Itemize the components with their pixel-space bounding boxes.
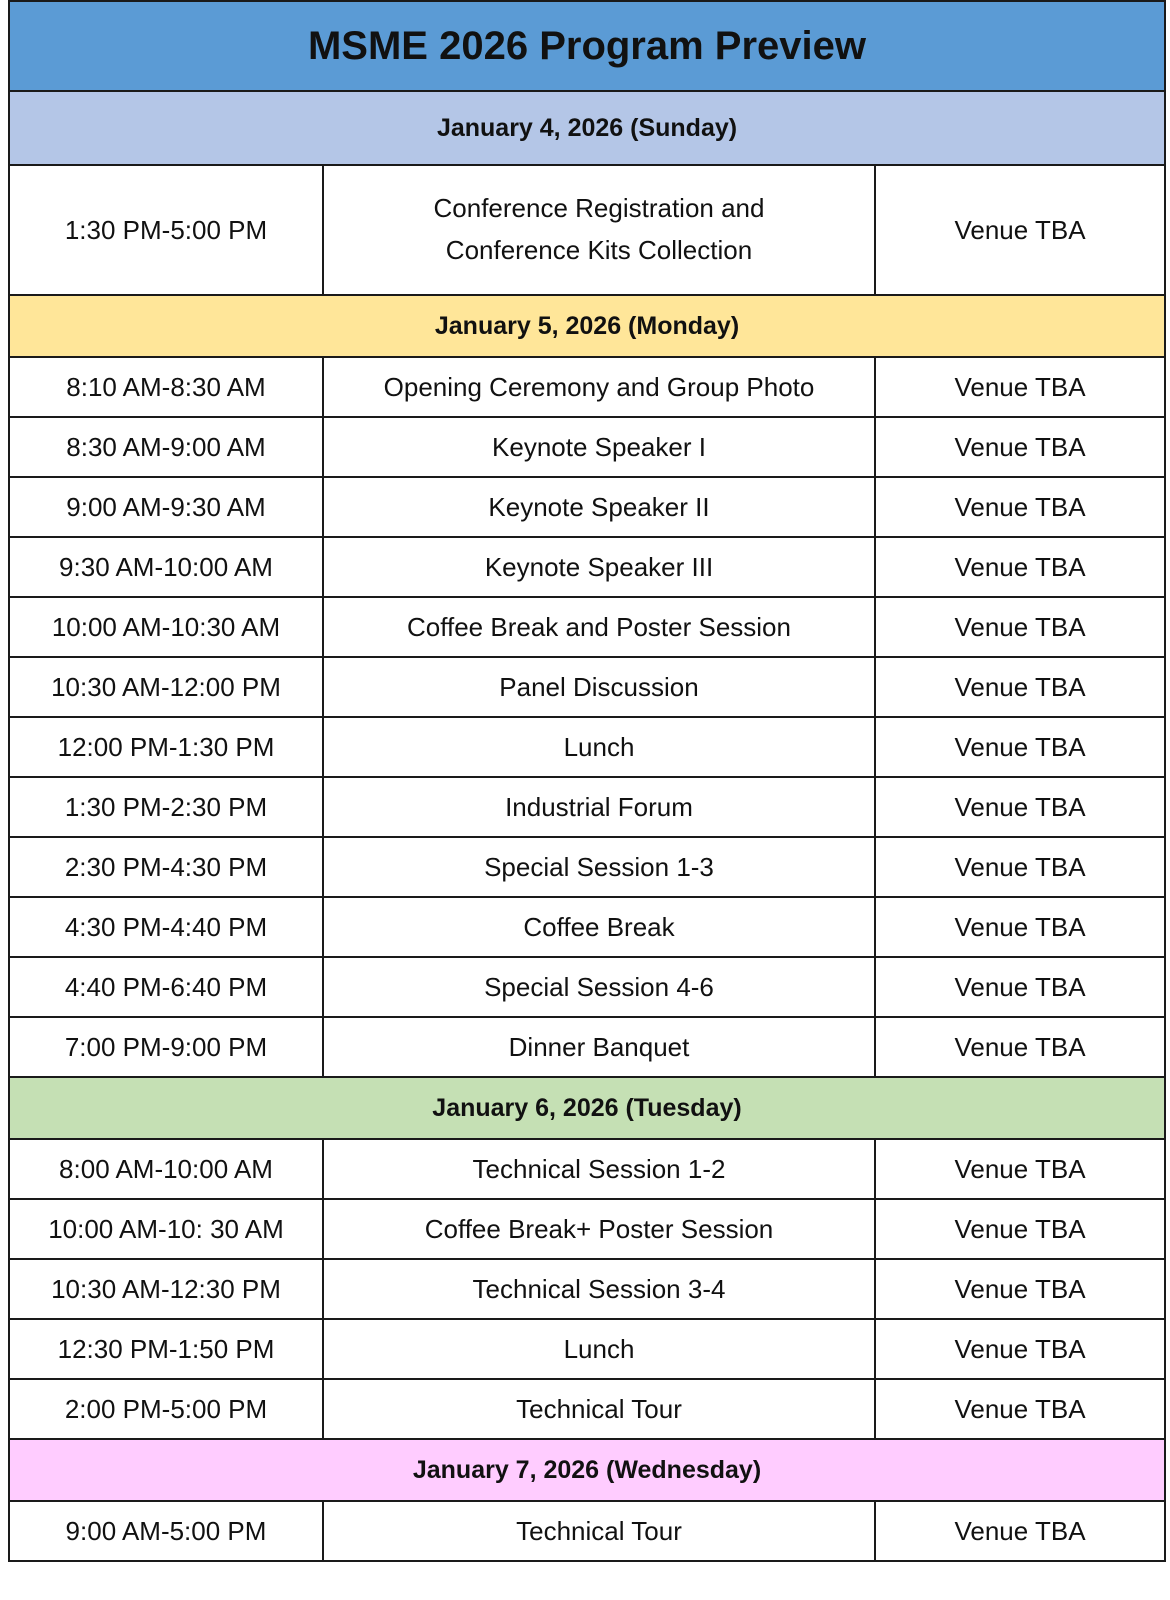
- event-row: [9, 717, 1165, 777]
- event-time: 10:30 AM-12:30 PM: [9, 1259, 323, 1319]
- event-row: [9, 537, 1165, 597]
- event-row: [9, 777, 1165, 837]
- event-name-line: Conference Registration and: [433, 193, 765, 224]
- event-time: 9:00 AM-5:00 PM: [9, 1501, 323, 1561]
- day-header: January 7, 2026 (Wednesday): [9, 1439, 1165, 1501]
- event-name: Coffee Break and Poster Session: [323, 597, 875, 657]
- event-row: [9, 417, 1165, 477]
- event-row: [9, 957, 1165, 1017]
- event-time: 10:00 AM-10: 30 AM: [9, 1199, 323, 1259]
- day-header-row: [9, 1439, 1165, 1501]
- event-time: 10:00 AM-10:30 AM: [9, 597, 323, 657]
- event-venue: Venue TBA: [875, 1199, 1165, 1259]
- event-venue: Venue TBA: [875, 1139, 1165, 1199]
- event-row: [9, 1259, 1165, 1319]
- event-row: [9, 1379, 1165, 1439]
- event-time: 1:30 PM-5:00 PM: [9, 165, 323, 295]
- event-row: [9, 837, 1165, 897]
- event-name: Coffee Break+ Poster Session: [323, 1199, 875, 1259]
- event-time: 12:30 PM-1:50 PM: [9, 1319, 323, 1379]
- event-venue: Venue TBA: [875, 837, 1165, 897]
- program-table: [8, 0, 1166, 1562]
- event-venue: Venue TBA: [875, 537, 1165, 597]
- day-header: January 5, 2026 (Monday): [9, 295, 1165, 357]
- event-name: Keynote Speaker II: [323, 477, 875, 537]
- event-venue: Venue TBA: [875, 1501, 1165, 1561]
- page-title: MSME 2026 Program Preview: [9, 1, 1165, 91]
- event-venue: Venue TBA: [875, 1319, 1165, 1379]
- event-row: [9, 357, 1165, 417]
- title-row: [9, 1, 1165, 91]
- day-header: January 4, 2026 (Sunday): [9, 91, 1165, 165]
- event-name: Lunch: [323, 717, 875, 777]
- event-row: [9, 1017, 1165, 1077]
- event-row: [9, 1501, 1165, 1561]
- event-time: 4:30 PM-4:40 PM: [9, 897, 323, 957]
- event-time: 8:10 AM-8:30 AM: [9, 357, 323, 417]
- event-venue: Venue TBA: [875, 597, 1165, 657]
- event-name: Technical Session 1-2: [323, 1139, 875, 1199]
- event-name-line: Conference Kits Collection: [445, 235, 753, 265]
- event-venue: Venue TBA: [875, 477, 1165, 537]
- event-venue: Venue TBA: [875, 1259, 1165, 1319]
- day-header-row: [9, 1077, 1165, 1139]
- event-time: 2:00 PM-5:00 PM: [9, 1379, 323, 1439]
- event-time: 1:30 PM-2:30 PM: [9, 777, 323, 837]
- event-name: Lunch: [323, 1319, 875, 1379]
- event-venue: Venue TBA: [875, 957, 1165, 1017]
- event-row: [9, 897, 1165, 957]
- event-row: [9, 1319, 1165, 1379]
- event-time: 2:30 PM-4:30 PM: [9, 837, 323, 897]
- event-name: Opening Ceremony and Group Photo: [323, 357, 875, 417]
- event-row: [9, 597, 1165, 657]
- event-venue: Venue TBA: [875, 357, 1165, 417]
- event-venue: Venue TBA: [875, 417, 1165, 477]
- event-name: Technical Session 3-4: [323, 1259, 875, 1319]
- program-table-body: [9, 1, 1165, 1561]
- event-time: 8:30 AM-9:00 AM: [9, 417, 323, 477]
- event-venue: Venue TBA: [875, 1379, 1165, 1439]
- event-name: Keynote Speaker I: [323, 417, 875, 477]
- day-header-row: [9, 91, 1165, 165]
- event-venue: Venue TBA: [875, 897, 1165, 957]
- event-row: [9, 1139, 1165, 1199]
- event-name: Dinner Banquet: [323, 1017, 875, 1077]
- day-header-row: [9, 295, 1165, 357]
- event-time: 4:40 PM-6:40 PM: [9, 957, 323, 1017]
- event-name: Industrial Forum: [323, 777, 875, 837]
- event-time: 10:30 AM-12:00 PM: [9, 657, 323, 717]
- event-name: Special Session 1-3: [323, 837, 875, 897]
- event-name: Keynote Speaker III: [323, 537, 875, 597]
- day-header: January 6, 2026 (Tuesday): [9, 1077, 1165, 1139]
- event-time: 9:30 AM-10:00 AM: [9, 537, 323, 597]
- event-name: Panel Discussion: [323, 657, 875, 717]
- event-venue: Venue TBA: [875, 717, 1165, 777]
- event-name: Coffee Break: [323, 897, 875, 957]
- event-row: [9, 657, 1165, 717]
- event-row: [9, 477, 1165, 537]
- event-venue: Venue TBA: [875, 1017, 1165, 1077]
- event-name: Special Session 4-6: [323, 957, 875, 1017]
- event-time: 12:00 PM-1:30 PM: [9, 717, 323, 777]
- event-time: 7:00 PM-9:00 PM: [9, 1017, 323, 1077]
- event-name: [323, 165, 875, 295]
- event-name: Technical Tour: [323, 1501, 875, 1561]
- event-venue: Venue TBA: [875, 777, 1165, 837]
- event-row: [9, 1199, 1165, 1259]
- event-time: 9:00 AM-9:30 AM: [9, 477, 323, 537]
- event-name: Technical Tour: [323, 1379, 875, 1439]
- event-venue: Venue TBA: [875, 657, 1165, 717]
- program-sheet: [8, 0, 1164, 1562]
- event-row: [9, 165, 1165, 295]
- event-venue: Venue TBA: [875, 165, 1165, 295]
- event-time: 8:00 AM-10:00 AM: [9, 1139, 323, 1199]
